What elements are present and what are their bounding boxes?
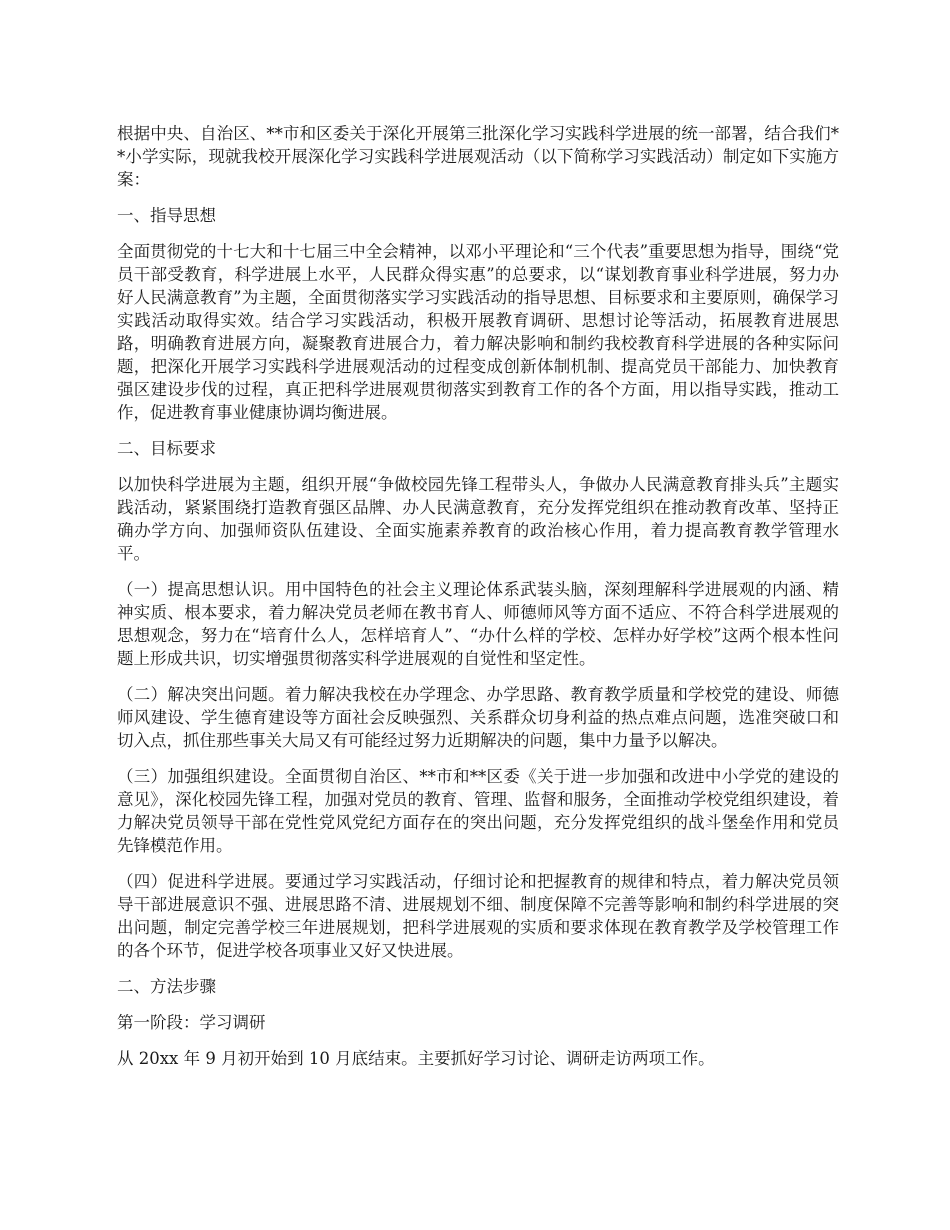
guiding-thought-paragraph: 全面贯彻党的十七大和十七届三中全会精神，以邓小平理论和“三个代表”重要思想为指导，围绕“党员干部受教育，科学进展上水平，人民群众得实惠”的总要求，以“谋划教育事业科学进展，努力办好人民满意教育”为主题，全面贯彻落实学习实践活动的指导思想、目标要求和主要原则，确保学习实践活动取得实效。结合学习实践活动，积极开展教育调研、思想讨论等活动，拓展教育进展思路，明确教育进展方向，凝聚教育进展合力，着力解决影响和制约我校教育科学进展的各种实际问题，把深化开展学习实践科学进展观活动的过程变成创新体制机制、提高党员干部能力、加快教育强区建设步伐的过程，真正把科学进展观贯彻落实到教育工作的各个方面，用以指导实践，推动工作，促进教育事业健康协调均衡进展。 bbox=[117, 242, 839, 422]
stage-heading-1: 第一阶段：学习调研 bbox=[117, 1013, 266, 1032]
goal-item-4: （四）促进科学进展。要通过学习实践活动，仔细讨论和把握教育的规律和特点，着力解决党员领导干部进展意识不强、进展思路不清、进展规划不细、制度保障不完善等影响和制约科学进展的突出问题，制定完善学校三年进展规划，把科学进展观的实质和要求体现在教育教学及学校管理工作的各个环节，促进学校各项事业又好又快进展。 bbox=[117, 872, 839, 960]
intro-paragraph: 根据中央、自治区、**市和区委关于深化开展第三批深化学习实践科学进展的统一部署，结合我们**小学实际，现就我校开展深化学习实践科学进展观活动（以下简称学习实践活动）制定如下实施方案： bbox=[117, 124, 839, 189]
goal-item-1: （一）提高思想认识。用中国特色的社会主义理论体系武装头脑，深刻理解科学进展观的内涵、精神实质、根本要求，着力解决党员老师在教书育人、师德师风等方面不适应、不符合科学进展观的思想观念，努力在“培育什么人，怎样培育人”、“办什么样的学校、怎样办好学校”这两个根本性问题上形成共识，切实增强贯彻落实科学进展观的自觉性和坚定性。 bbox=[117, 580, 839, 668]
goals-paragraph: 以加快科学进展为主题，组织开展“争做校园先锋工程带头人，争做办人民满意教育排头兵”主题实践活动，紧紧围绕打造教育强区品牌、办人民满意教育，充分发挥党组织在推动教育改革、坚持正确办学方向、加强师资队伍建设、全面实施素养教育的政治核心作用，着力提高教育教学管理水平。 bbox=[117, 475, 839, 563]
goal-item-2: （二）解决突出问题。着力解决我校在办学理念、办学思路、教育教学质量和学校党的建设、师德师风建设、学生德育建设等方面社会反映强烈、关系群众切身利益的热点难点问题，选准突破口和切入点，抓住那些事关大局又有可能经过努力近期解决的问题，集中力量予以解决。 bbox=[117, 685, 839, 750]
goal-item-3: （三）加强组织建设。全面贯彻自治区、**市和**区委《关于进一步加强和改进中小学党的建设的意见》，深化校园先锋工程，加强对党员的教育、管理、监督和服务，全面推动学校党组织建设，着力解决党员领导干部在党性党风党纪方面存在的突出问题，充分发挥党组织的战斗堡垒作用和党员先锋模范作用。 bbox=[117, 767, 839, 855]
stage-1-paragraph: 从 20xx 年 9 月初开始到 10 月底结束。主要抓好学习讨论、调研走访两项工作。 bbox=[117, 1049, 715, 1068]
section-heading-goals: 二、目标要求 bbox=[117, 439, 216, 458]
section-heading-guiding-thought: 一、指导思想 bbox=[117, 206, 216, 225]
document-page bbox=[117, 122, 839, 1083]
section-heading-methods: 二、方法步骤 bbox=[117, 977, 216, 996]
